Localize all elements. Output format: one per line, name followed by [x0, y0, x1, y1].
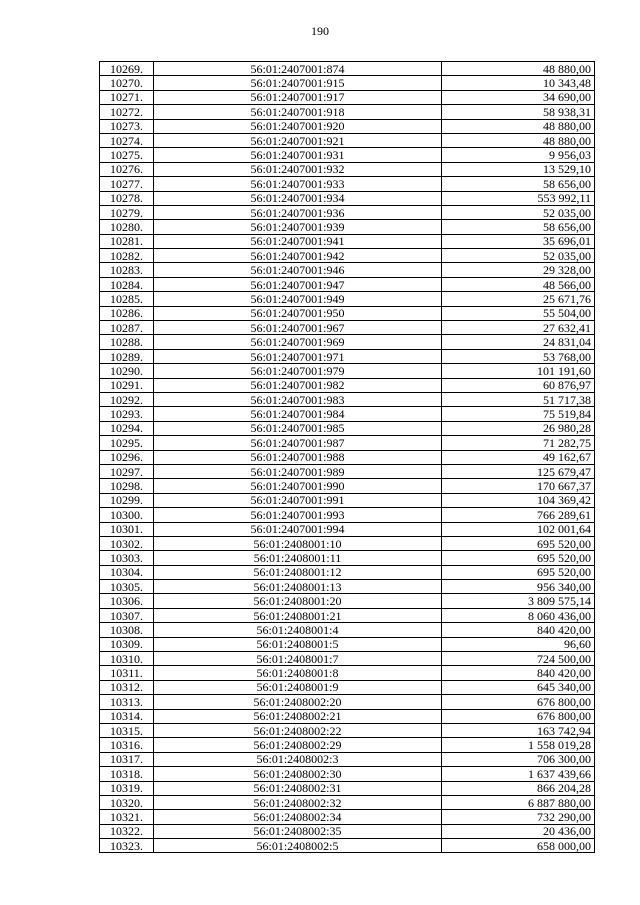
table-row	[100, 62, 595, 76]
cadastral-number: 56:01:2408001:12	[154, 565, 442, 579]
table-row	[100, 162, 595, 176]
cadastral-number: 56:01:2408001:8	[154, 666, 442, 680]
row-number: 10294.	[100, 421, 154, 435]
row-number: 10316.	[100, 738, 154, 752]
row-number: 10274.	[100, 133, 154, 147]
cadastral-number: 56:01:2408002:29	[154, 738, 442, 752]
table-row	[100, 839, 595, 853]
table-row	[100, 306, 595, 320]
cadastral-number: 56:01:2407001:931	[154, 148, 442, 162]
table-row	[100, 234, 595, 248]
table-row	[100, 76, 595, 90]
row-number: 10272.	[100, 105, 154, 119]
row-number: 10281.	[100, 234, 154, 248]
cadastral-number: 56:01:2407001:979	[154, 364, 442, 378]
table-row	[100, 220, 595, 234]
table-row	[100, 795, 595, 809]
row-number: 10299.	[100, 493, 154, 507]
table-row	[100, 767, 595, 781]
row-number: 10273.	[100, 119, 154, 133]
cadastral-number: 56:01:2408001:11	[154, 551, 442, 565]
cadastral-value: 10 343,48	[442, 76, 595, 90]
cadastral-value: 25 671,76	[442, 292, 595, 306]
row-number: 10303.	[100, 551, 154, 565]
cadastral-number: 56:01:2407001:967	[154, 321, 442, 335]
page-number: 190	[311, 24, 329, 38]
table-row	[100, 824, 595, 838]
row-number: 10310.	[100, 652, 154, 666]
cadastral-value: 48 880,00	[442, 119, 595, 133]
row-number: 10292.	[100, 392, 154, 406]
cadastral-number: 56:01:2408001:10	[154, 536, 442, 550]
table-body	[100, 62, 595, 853]
row-number: 10284.	[100, 277, 154, 291]
cadastral-value: 170 667,37	[442, 479, 595, 493]
row-number: 10296.	[100, 450, 154, 464]
cadastral-value-table	[99, 61, 595, 853]
table-row	[100, 522, 595, 536]
cadastral-value: 553 992,11	[442, 191, 595, 205]
row-number: 10323.	[100, 839, 154, 853]
row-number: 10308.	[100, 623, 154, 637]
row-number: 10311.	[100, 666, 154, 680]
cadastral-value: 3 809 575,14	[442, 594, 595, 608]
table-row	[100, 464, 595, 478]
cadastral-value: 695 520,00	[442, 565, 595, 579]
row-number: 10312.	[100, 680, 154, 694]
cadastral-number: 56:01:2407001:920	[154, 119, 442, 133]
row-number: 10291.	[100, 378, 154, 392]
row-number: 10282.	[100, 249, 154, 263]
cadastral-value: 658 000,00	[442, 839, 595, 853]
row-number: 10317.	[100, 752, 154, 766]
cadastral-number: 56:01:2407001:983	[154, 392, 442, 406]
table-row	[100, 723, 595, 737]
table-row	[100, 349, 595, 363]
cadastral-number: 56:01:2408002:22	[154, 723, 442, 737]
cadastral-value: 695 520,00	[442, 551, 595, 565]
cadastral-value: 27 632,41	[442, 321, 595, 335]
table-row	[100, 335, 595, 349]
cadastral-value: 48 880,00	[442, 62, 595, 76]
cadastral-number: 56:01:2408001:4	[154, 623, 442, 637]
row-number: 10321.	[100, 810, 154, 824]
table-row	[100, 580, 595, 594]
cadastral-number: 56:01:2407001:984	[154, 407, 442, 421]
cadastral-number: 56:01:2407001:918	[154, 105, 442, 119]
cadastral-number: 56:01:2407001:987	[154, 436, 442, 450]
row-number: 10287.	[100, 321, 154, 335]
cadastral-value: 706 300,00	[442, 752, 595, 766]
cadastral-value: 8 060 436,00	[442, 608, 595, 622]
cadastral-value: 9 956,03	[442, 148, 595, 162]
cadastral-number: 56:01:2407001:942	[154, 249, 442, 263]
row-number: 10288.	[100, 335, 154, 349]
cadastral-number: 56:01:2407001:950	[154, 306, 442, 320]
row-number: 10297.	[100, 464, 154, 478]
table-row	[100, 508, 595, 522]
table-row	[100, 810, 595, 824]
cadastral-number: 56:01:2407001:917	[154, 90, 442, 104]
row-number: 10306.	[100, 594, 154, 608]
cadastral-value: 26 980,28	[442, 421, 595, 435]
cadastral-value: 695 520,00	[442, 536, 595, 550]
cadastral-value: 125 679,47	[442, 464, 595, 478]
cadastral-number: 56:01:2407001:982	[154, 378, 442, 392]
table-row	[100, 436, 595, 450]
table-row	[100, 565, 595, 579]
cadastral-number: 56:01:2407001:936	[154, 205, 442, 219]
row-number: 10293.	[100, 407, 154, 421]
table-row	[100, 637, 595, 651]
row-number: 10277.	[100, 177, 154, 191]
row-number: 10304.	[100, 565, 154, 579]
cadastral-value: 58 656,00	[442, 220, 595, 234]
row-number: 10275.	[100, 148, 154, 162]
cadastral-value: 1 558 019,28	[442, 738, 595, 752]
cadastral-value: 58 656,00	[442, 177, 595, 191]
cadastral-number: 56:01:2408002:3	[154, 752, 442, 766]
table-row	[100, 623, 595, 637]
cadastral-number: 56:01:2407001:989	[154, 464, 442, 478]
cadastral-value: 52 035,00	[442, 205, 595, 219]
table-row	[100, 752, 595, 766]
cadastral-value: 104 369,42	[442, 493, 595, 507]
table-row	[100, 608, 595, 622]
cadastral-value: 20 436,00	[442, 824, 595, 838]
row-number: 10295.	[100, 436, 154, 450]
row-number: 10270.	[100, 76, 154, 90]
cadastral-number: 56:01:2408002:34	[154, 810, 442, 824]
table-row	[100, 551, 595, 565]
cadastral-value: 676 800,00	[442, 695, 595, 709]
cadastral-value: 52 035,00	[442, 249, 595, 263]
cadastral-value: 60 876,97	[442, 378, 595, 392]
row-number: 10309.	[100, 637, 154, 651]
cadastral-number: 56:01:2407001:993	[154, 508, 442, 522]
cadastral-number: 56:01:2408002:5	[154, 839, 442, 853]
cadastral-number: 56:01:2408001:20	[154, 594, 442, 608]
row-number: 10271.	[100, 90, 154, 104]
cadastral-number: 56:01:2407001:969	[154, 335, 442, 349]
cadastral-number: 56:01:2407001:939	[154, 220, 442, 234]
row-number: 10278.	[100, 191, 154, 205]
cadastral-number: 56:01:2407001:991	[154, 493, 442, 507]
table-row	[100, 680, 595, 694]
cadastral-value: 13 529,10	[442, 162, 595, 176]
cadastral-value: 55 504,00	[442, 306, 595, 320]
row-number: 10290.	[100, 364, 154, 378]
row-number: 10283.	[100, 263, 154, 277]
row-number: 10300.	[100, 508, 154, 522]
row-number: 10307.	[100, 608, 154, 622]
table-row	[100, 90, 595, 104]
cadastral-value: 53 768,00	[442, 349, 595, 363]
table-row	[100, 249, 595, 263]
cadastral-value: 29 328,00	[442, 263, 595, 277]
cadastral-number: 56:01:2407001:941	[154, 234, 442, 248]
cadastral-number: 56:01:2408002:32	[154, 795, 442, 809]
cadastral-number: 56:01:2408001:9	[154, 680, 442, 694]
table-row	[100, 479, 595, 493]
row-number: 10298.	[100, 479, 154, 493]
cadastral-value: 1 637 439,66	[442, 767, 595, 781]
table-row	[100, 263, 595, 277]
cadastral-value: 956 340,00	[442, 580, 595, 594]
cadastral-value: 163 742,94	[442, 723, 595, 737]
cadastral-value: 840 420,00	[442, 623, 595, 637]
cadastral-number: 56:01:2407001:990	[154, 479, 442, 493]
row-number: 10279.	[100, 205, 154, 219]
table-row	[100, 781, 595, 795]
cadastral-number: 56:01:2407001:994	[154, 522, 442, 536]
cadastral-value: 732 290,00	[442, 810, 595, 824]
row-number: 10322.	[100, 824, 154, 838]
row-number: 10285.	[100, 292, 154, 306]
table-row	[100, 205, 595, 219]
table-row	[100, 652, 595, 666]
table-row	[100, 292, 595, 306]
cadastral-number: 56:01:2407001:933	[154, 177, 442, 191]
cadastral-number: 56:01:2408001:5	[154, 637, 442, 651]
cadastral-value: 724 500,00	[442, 652, 595, 666]
cadastral-value: 35 696,01	[442, 234, 595, 248]
cadastral-number: 56:01:2407001:921	[154, 133, 442, 147]
cadastral-number: 56:01:2407001:988	[154, 450, 442, 464]
table-row	[100, 364, 595, 378]
row-number: 10305.	[100, 580, 154, 594]
cadastral-number: 56:01:2408002:35	[154, 824, 442, 838]
row-number: 10320.	[100, 795, 154, 809]
cadastral-value: 49 162,67	[442, 450, 595, 464]
table-row	[100, 407, 595, 421]
row-number: 10318.	[100, 767, 154, 781]
table-row	[100, 738, 595, 752]
cadastral-number: 56:01:2408002:21	[154, 709, 442, 723]
cadastral-number: 56:01:2407001:932	[154, 162, 442, 176]
cadastral-number: 56:01:2407001:934	[154, 191, 442, 205]
cadastral-value: 34 690,00	[442, 90, 595, 104]
cadastral-value: 24 831,04	[442, 335, 595, 349]
table-row	[100, 421, 595, 435]
cadastral-number: 56:01:2408002:20	[154, 695, 442, 709]
table-row	[100, 133, 595, 147]
row-number: 10314.	[100, 709, 154, 723]
row-number: 10276.	[100, 162, 154, 176]
cadastral-value: 96,60	[442, 637, 595, 651]
cadastral-number: 56:01:2408002:30	[154, 767, 442, 781]
cadastral-value: 51 717,38	[442, 392, 595, 406]
row-number: 10319.	[100, 781, 154, 795]
table-row	[100, 536, 595, 550]
cadastral-value: 102 001,64	[442, 522, 595, 536]
table-row	[100, 695, 595, 709]
table-row	[100, 105, 595, 119]
table-row	[100, 666, 595, 680]
cadastral-number: 56:01:2407001:946	[154, 263, 442, 277]
row-number: 10289.	[100, 349, 154, 363]
table-row	[100, 321, 595, 335]
cadastral-number: 56:01:2408001:13	[154, 580, 442, 594]
row-number: 10302.	[100, 536, 154, 550]
table-row	[100, 148, 595, 162]
cadastral-number: 56:01:2408002:31	[154, 781, 442, 795]
table-row	[100, 392, 595, 406]
cadastral-number: 56:01:2408001:7	[154, 652, 442, 666]
row-number: 10313.	[100, 695, 154, 709]
cadastral-value: 676 800,00	[442, 709, 595, 723]
cadastral-value: 75 519,84	[442, 407, 595, 421]
cadastral-value: 101 191,60	[442, 364, 595, 378]
cadastral-value: 6 887 880,00	[442, 795, 595, 809]
cadastral-value: 58 938,31	[442, 105, 595, 119]
cadastral-number: 56:01:2407001:985	[154, 421, 442, 435]
cadastral-value: 48 880,00	[442, 133, 595, 147]
cadastral-number: 56:01:2407001:971	[154, 349, 442, 363]
row-number: 10301.	[100, 522, 154, 536]
cadastral-number: 56:01:2407001:874	[154, 62, 442, 76]
table-row	[100, 277, 595, 291]
cadastral-value: 866 204,28	[442, 781, 595, 795]
cadastral-value: 766 289,61	[442, 508, 595, 522]
table-row	[100, 119, 595, 133]
table-row	[100, 450, 595, 464]
table-row	[100, 378, 595, 392]
row-number: 10286.	[100, 306, 154, 320]
cadastral-value: 48 566,00	[442, 277, 595, 291]
cadastral-number: 56:01:2407001:947	[154, 277, 442, 291]
cadastral-value: 71 282,75	[442, 436, 595, 450]
table-row	[100, 594, 595, 608]
table-row	[100, 191, 595, 205]
table-row	[100, 177, 595, 191]
row-number: 10280.	[100, 220, 154, 234]
cadastral-number: 56:01:2408001:21	[154, 608, 442, 622]
cadastral-number: 56:01:2407001:949	[154, 292, 442, 306]
cadastral-number: 56:01:2407001:915	[154, 76, 442, 90]
cadastral-value: 840 420,00	[442, 666, 595, 680]
table-row	[100, 709, 595, 723]
table-row	[100, 493, 595, 507]
row-number: 10269.	[100, 62, 154, 76]
cadastral-value: 645 340,00	[442, 680, 595, 694]
row-number: 10315.	[100, 723, 154, 737]
